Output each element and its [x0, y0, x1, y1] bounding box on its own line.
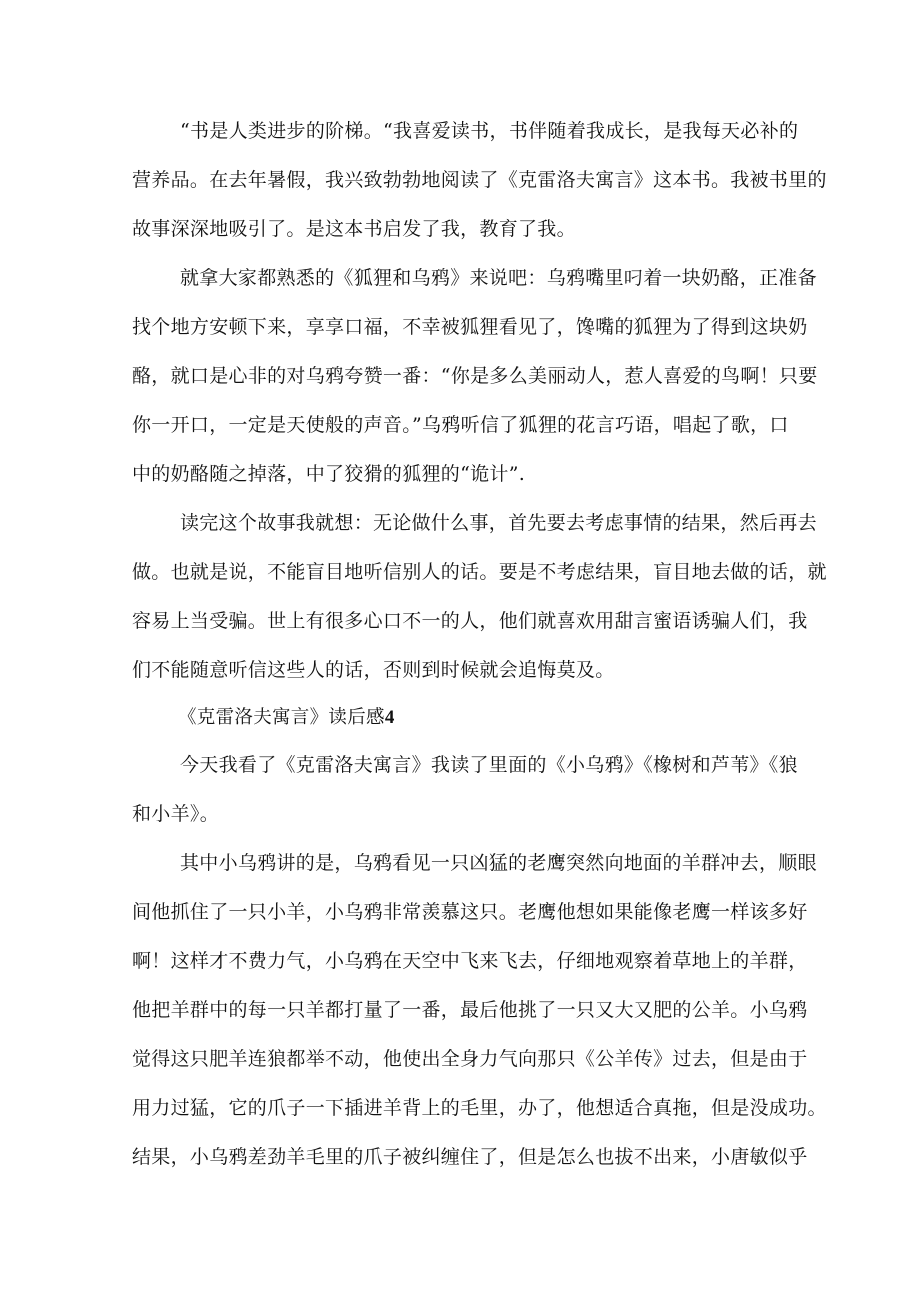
paragraph-1-line-3: 故事深深地吸引了。是这本书启发了我，教育了我。	[132, 218, 576, 240]
paragraph-5-line-4: 他把羊群中的每一只羊都打量了一番，最后他挑了一只又大又肥的公羊。小乌鸦	[132, 999, 808, 1021]
paragraph-5-line-7: 结果，小乌鸦差劲羊毛里的爪子被纠缠住了，但是怎么也拔不出来，小唐敏似乎	[132, 1146, 808, 1168]
paragraph-2-line-1: 就拿大家都熟悉的《狐狸和乌鸦》来说吧：乌鸦嘴里叼着一块奶酪，正准备	[180, 267, 817, 289]
paragraph-5-line-2: 间他抓住了一只小羊，小乌鸦非常羡慕这只。老鹰他想如果能像老鹰一样该多好	[132, 901, 808, 923]
paragraph-1-line-2: 营养品。在去年暑假，我兴致勃勃地阅读了《克雷洛夫寓言》这本书。我被书里的	[132, 169, 827, 191]
section-heading-text: 《克雷洛夫寓言》读后感	[178, 707, 385, 728]
paragraph-5-line-6: 用力过猛，它的爪子一下插进羊背上的毛里，办了，他想适合真拖，但是没成功。	[132, 1097, 827, 1119]
paragraph-2-line-5: 中的奶酪随之掉落，中了狡猾的狐狸的“诡计”.	[132, 463, 526, 485]
paragraph-2-line-4: 你一开口，一定是天使般的声音。”乌鸦听信了狐狸的花言巧语，唱起了歌，口	[132, 414, 789, 436]
section-heading	[178, 705, 838, 731]
paragraph-5-line-3: 啊！这样才不费力气，小乌鸦在天空中飞来飞去，仔细地观察着草地上的羊群，	[132, 950, 808, 972]
paragraph-3-line-1: 读完这个故事我就想：无论做什么事，首先要去考虑事情的结果，然后再去	[180, 512, 817, 534]
paragraph-3-line-4: 们不能随意听信这些人的话，否则到时候就会追悔莫及。	[132, 659, 615, 681]
paragraph-3-line-3: 容易上当受骗。世上有很多心口不一的人，他们就喜欢用甜言蜜语诱骗人们，我	[132, 610, 808, 632]
paragraph-4-line-2: 和小羊》。	[132, 803, 220, 825]
paragraph-1-line-1: “书是人类进步的阶梯。“我喜爱读书，书伴随着我成长，是我每天必补的	[180, 120, 799, 142]
paragraph-2-line-3: 酪，就口是心非的对乌鸦夸赞一番：“你是多么美丽动人，惹人喜爱的鸟啊！只要	[132, 365, 818, 387]
paragraph-4-line-1: 今天我看了《克雷洛夫寓言》我读了里面的《小乌鸦》《橡树和芦苇》《狼	[180, 754, 798, 776]
paragraph-3-line-2: 做。也就是说，不能盲目地听信别人的话。要是不考虑结果，盲目地去做的话，就	[132, 561, 827, 583]
paragraph-5-line-5: 觉得这只肥羊连狼都举不动，他使出全身力气向那只《公羊传》过去，但是由于	[132, 1048, 808, 1070]
paragraph-5-line-1: 其中小乌鸦讲的是，乌鸦看见一只凶猛的老鹰突然向地面的羊群冲去，顺眼	[180, 852, 817, 874]
section-heading-number: 4	[384, 707, 395, 728]
paragraph-2-line-2: 找个地方安顿下来，享享口福，不幸被狐狸看见了，馋嘴的狐狸为了得到这块奶	[132, 316, 808, 338]
